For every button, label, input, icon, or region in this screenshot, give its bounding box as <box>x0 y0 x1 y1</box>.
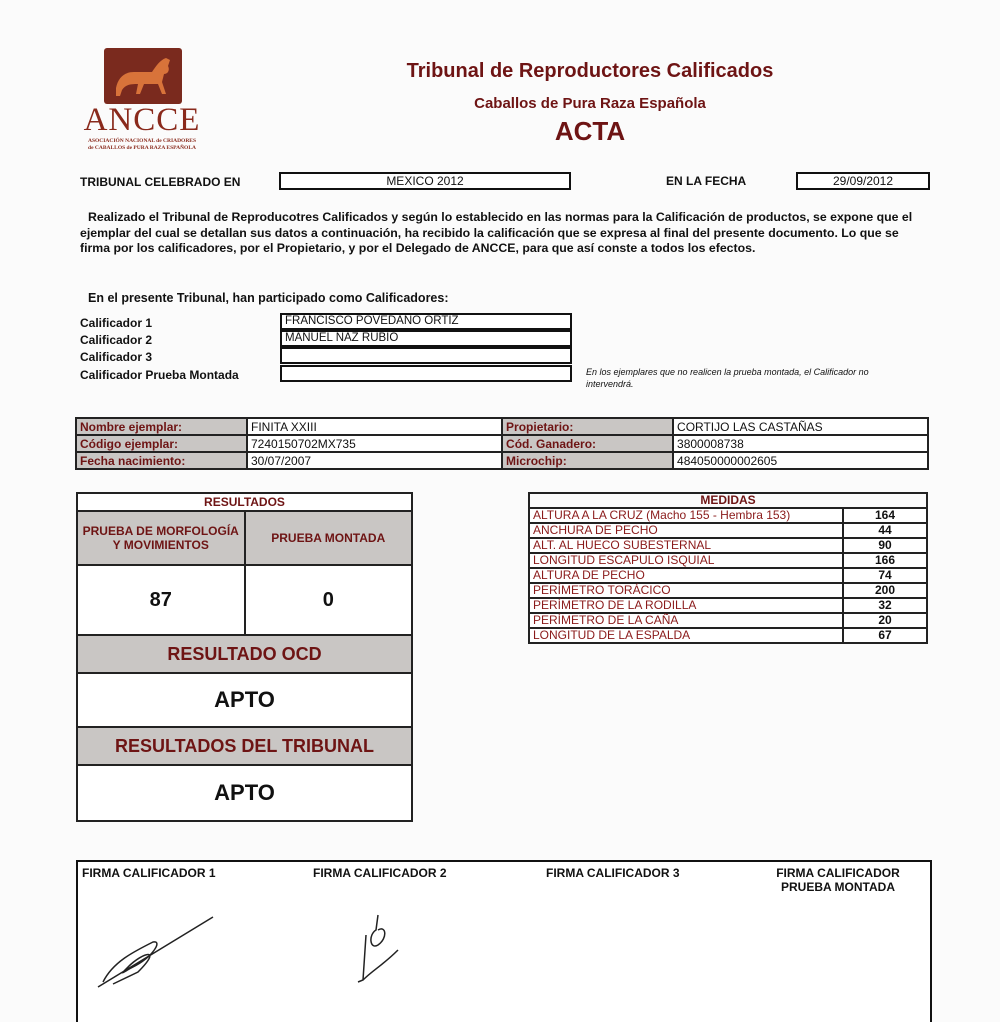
prueba-montada-score: 0 <box>245 565 413 635</box>
calificador-2-field: MANUEL NAZ RUBIO <box>280 330 572 347</box>
tribunal-label: TRIBUNAL CELEBRADO EN <box>80 175 241 189</box>
logo-image <box>104 48 182 104</box>
prueba-montada-label: PRUEBA MONTADA <box>245 511 413 565</box>
firma-calificador-3-label: FIRMA CALIFICADOR 3 <box>546 866 680 880</box>
table-row <box>76 418 928 435</box>
medida-value: 74 <box>843 568 927 583</box>
table-row <box>529 538 927 553</box>
medida-label: LONGITUD ESCAPULO ISQUIAL <box>529 553 843 568</box>
ocd-label: RESULTADO OCD <box>77 635 412 673</box>
calificador-3-label: Calificador 3 <box>80 350 153 364</box>
medida-value: 90 <box>843 538 927 553</box>
propietario-label: Propietario: <box>502 418 673 435</box>
horse-icon <box>104 48 182 104</box>
table-row <box>529 583 927 598</box>
calificador-montada-field <box>280 365 572 382</box>
tribunal-result-label: RESULTADOS DEL TRIBUNAL <box>77 727 412 765</box>
medida-value: 200 <box>843 583 927 598</box>
medida-value: 44 <box>843 523 927 538</box>
medida-label: ALTURA A LA CRUZ (Macho 155 - Hembra 153) <box>529 508 843 523</box>
cod-ganadero-value: 3800008738 <box>673 435 928 452</box>
medida-label: LONGITUD DE LA ESPALDA <box>529 628 843 643</box>
document-type: ACTA <box>554 116 626 146</box>
table-row <box>529 613 927 628</box>
logo-wordmark: ANCCE <box>83 102 201 138</box>
medida-label: PERÍMETRO DE LA CAÑA <box>529 613 843 628</box>
firma-montada-label: FIRMA CALIFICADOR PRUEBA MONTADA <box>776 866 900 894</box>
medida-label: PERÍMETRO DE LA RODILLA <box>529 598 843 613</box>
signature-1-icon <box>93 912 223 992</box>
calificador-1-field: FRANCISCO POVEDANO ORTIZ <box>280 313 572 330</box>
microchip-value: 484050000002605 <box>673 452 928 469</box>
cod-ganadero-label: Cód. Ganadero: <box>502 435 673 452</box>
table-row <box>529 568 927 583</box>
medida-value: 32 <box>843 598 927 613</box>
medida-label: ANCHURA DE PECHO <box>529 523 843 538</box>
calificador-3-field <box>280 347 572 364</box>
tribunal-location-field: MEXICO 2012 <box>279 172 571 190</box>
calificadores-heading: En el presente Tribunal, han participado como Calificadores: <box>88 291 449 305</box>
table-row <box>529 508 927 523</box>
medidas-heading: MEDIDAS <box>529 493 927 508</box>
fecha-nacimiento-value: 30/07/2007 <box>247 452 502 469</box>
calificador-montada-label: Calificador Prueba Montada <box>80 368 239 382</box>
medida-label: ALT. AL HUECO SUBESTERNAL <box>529 538 843 553</box>
resultados-heading: RESULTADOS <box>77 493 412 511</box>
medida-value: 164 <box>843 508 927 523</box>
logo-subtitle-line2: de CABALLOS de PURA RAZA ESPAÑOLA <box>88 145 196 151</box>
resultados-table <box>76 492 413 822</box>
table-row <box>529 598 927 613</box>
codigo-ejemplar-value: 7240150702MX735 <box>247 435 502 452</box>
table-row <box>529 553 927 568</box>
firma-calificador-1-label: FIRMA CALIFICADOR 1 <box>82 866 216 880</box>
table-row <box>76 435 928 452</box>
table-row <box>529 523 927 538</box>
calificador-note: En los ejemplares que no realicen la prueba montada, el Calificador no intervendrá. <box>586 367 869 389</box>
medida-label: PERÍMETRO TORÁCICO <box>529 583 843 598</box>
medida-label: ALTURA DE PECHO <box>529 568 843 583</box>
ejemplar-info-table <box>75 417 929 470</box>
morfologia-score: 87 <box>77 565 245 635</box>
document-title: Tribunal de Reproductores Calificados <box>406 60 774 82</box>
document-subtitle: Caballos de Pura Raza Española <box>474 95 706 112</box>
date-label: EN LA FECHA <box>666 174 747 188</box>
signature-2-icon <box>348 910 418 990</box>
firma-calificador-2-label: FIRMA CALIFICADOR 2 <box>313 866 447 880</box>
table-row <box>76 452 928 469</box>
intro-paragraph: Realizado el Tribunal de Reproducotres Calificados y según lo establecido en las normas para la Calificación de productos, se expone que el ejemplar del cual se detallan sus datos a continuación, ha recibido la calificación que se expresa al final del presente documento. Lo que se firma por los calificadores, por el Propietario, y por el Delegado de ANCCE, para que así conste a todos los efectos. <box>80 210 913 255</box>
tribunal-result: APTO <box>77 765 412 821</box>
nombre-ejemplar-value: FINITA XXIII <box>247 418 502 435</box>
ocd-result: APTO <box>77 673 412 727</box>
calificador-2-label: Calificador 2 <box>80 333 153 347</box>
medida-value: 166 <box>843 553 927 568</box>
codigo-ejemplar-label: Código ejemplar: <box>76 435 247 452</box>
logo-subtitle-line1: ASOCIACIÓN NACIONAL de CRIADORES <box>87 138 197 144</box>
date-field: 29/09/2012 <box>796 172 930 190</box>
table-row <box>529 628 927 643</box>
nombre-ejemplar-label: Nombre ejemplar: <box>76 418 247 435</box>
calificador-1-label: Calificador 1 <box>80 316 153 330</box>
logo-subtitle <box>72 138 212 152</box>
morfologia-label: PRUEBA DE MORFOLOGÍA Y MOVIMIENTOS <box>77 511 245 565</box>
propietario-value: CORTIJO LAS CASTAÑAS <box>673 418 928 435</box>
medida-value: 67 <box>843 628 927 643</box>
medida-value: 20 <box>843 613 927 628</box>
fecha-nacimiento-label: Fecha nacimiento: <box>76 452 247 469</box>
medidas-table <box>528 492 928 644</box>
microchip-label: Microchip: <box>502 452 673 469</box>
signatures-section <box>76 860 932 1022</box>
